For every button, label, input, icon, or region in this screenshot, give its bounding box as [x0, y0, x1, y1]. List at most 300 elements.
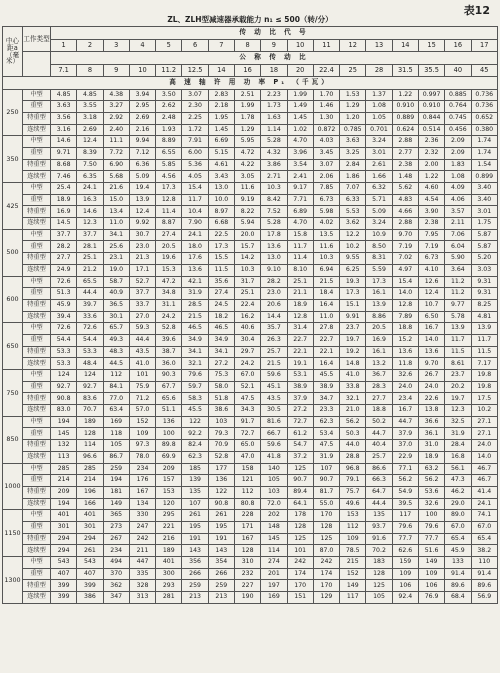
- power-value-cell: 44.7: [366, 428, 392, 440]
- power-value-cell: 107: [313, 463, 339, 475]
- power-value-cell: 14.5: [51, 218, 77, 230]
- power-value-cell: 24.9: [51, 264, 77, 276]
- power-value-cell: 7.95: [418, 229, 444, 241]
- power-value-cell: 3.43: [208, 171, 234, 183]
- power-value-cell: 356: [182, 557, 208, 569]
- work-type-header-lower: [23, 52, 51, 77]
- power-value-cell: 78.5: [340, 545, 366, 557]
- power-value-cell: 30.5: [261, 405, 287, 417]
- power-value-cell: 543: [77, 557, 103, 569]
- power-value-cell: 22.7: [287, 334, 313, 346]
- power-value-cell: 4.85: [51, 89, 77, 101]
- power-value-cell: 62.3: [313, 416, 339, 428]
- power-value-cell: 328: [129, 580, 155, 592]
- power-value-cell: 21.5: [313, 276, 339, 288]
- table-row: [3, 557, 498, 569]
- power-value-cell: 7.50: [77, 159, 103, 171]
- power-value-cell: 44.4: [77, 288, 103, 300]
- power-value-cell: 12.8: [392, 299, 418, 311]
- power-value-cell: 152: [129, 416, 155, 428]
- power-value-cell: 7.91: [182, 136, 208, 148]
- power-value-cell: 53.6: [418, 486, 444, 498]
- power-value-cell: 6.69: [208, 136, 234, 148]
- table-row: [3, 358, 498, 370]
- power-value-cell: 259: [208, 580, 234, 592]
- power-value-cell: 10.4: [182, 206, 208, 218]
- table-row: [3, 416, 498, 428]
- power-value-cell: 48.3: [103, 346, 129, 358]
- power-value-cell: 14.0: [471, 451, 498, 463]
- power-value-cell: 8.86: [366, 311, 392, 323]
- power-value-cell: 122: [208, 486, 234, 498]
- center-distance-cell: 1300: [3, 557, 23, 604]
- power-value-cell: 1.22: [392, 89, 418, 101]
- power-value-cell: 59.6: [261, 440, 287, 452]
- power-value-cell: 1.29: [234, 124, 260, 136]
- table-row: [3, 370, 498, 382]
- power-value-cell: 2.40: [103, 124, 129, 136]
- power-value-cell: 118: [103, 428, 129, 440]
- power-value-cell: 112: [234, 486, 260, 498]
- power-value-cell: 62.6: [392, 545, 418, 557]
- power-value-cell: 1.66: [366, 171, 392, 183]
- power-value-cell: 32.1: [182, 358, 208, 370]
- power-value-cell: 44.0: [340, 440, 366, 452]
- power-value-cell: 70.9: [208, 440, 234, 452]
- power-value-cell: 10.3: [313, 253, 339, 265]
- work-type-cell: 连续型: [23, 592, 51, 604]
- power-value-cell: 3.63: [340, 136, 366, 148]
- power-value-cell: 19.0: [103, 264, 129, 276]
- power-value-cell: 143: [208, 545, 234, 557]
- power-value-cell: 86.7: [103, 451, 129, 463]
- power-value-cell: 0.910: [392, 101, 418, 113]
- power-value-cell: 65.5: [77, 276, 103, 288]
- power-value-cell: 23.3: [313, 405, 339, 417]
- power-value-cell: 24.1: [182, 229, 208, 241]
- power-value-cell: 3.40: [471, 194, 498, 206]
- power-value-cell: 543: [51, 557, 77, 569]
- power-value-cell: 19.8: [471, 370, 498, 382]
- power-value-cell: 1.48: [392, 171, 418, 183]
- power-value-cell: 44.5: [103, 358, 129, 370]
- power-value-cell: 15.0: [103, 194, 129, 206]
- power-value-cell: 23.7: [445, 370, 471, 382]
- power-value-cell: 5.85: [156, 159, 182, 171]
- power-value-cell: 92.7: [77, 381, 103, 393]
- power-value-cell: 13.2: [366, 358, 392, 370]
- power-value-cell: 27.1: [471, 428, 498, 440]
- power-value-cell: 72.6: [51, 276, 77, 288]
- power-value-cell: 3.50: [156, 89, 182, 101]
- table-row: [3, 592, 498, 604]
- power-header: 高 速 轴 许 用 功 率 P₁ （千瓦）: [3, 77, 498, 90]
- power-value-cell: 105: [103, 440, 129, 452]
- power-value-cell: 2.71: [261, 171, 287, 183]
- power-value-cell: 151: [287, 592, 313, 604]
- table-row: [3, 159, 498, 171]
- power-value-cell: 191: [182, 533, 208, 545]
- power-value-cell: 31.9: [313, 451, 339, 463]
- power-value-cell: 21.2: [77, 264, 103, 276]
- ratio-code-cell: 11: [313, 39, 339, 52]
- power-value-cell: 58.3: [182, 393, 208, 405]
- power-value-cell: 14.2: [234, 253, 260, 265]
- power-value-cell: 227: [234, 580, 260, 592]
- power-value-cell: 234: [103, 545, 129, 557]
- center-distance-cell: 850: [3, 416, 23, 463]
- nominal-ratio-cell: 11.2: [156, 64, 182, 77]
- power-value-cell: 139: [182, 475, 208, 487]
- power-value-cell: 19.6: [156, 253, 182, 265]
- power-value-cell: 8.31: [366, 253, 392, 265]
- power-value-cell: 13.9: [445, 323, 471, 335]
- power-value-cell: 42.1: [182, 276, 208, 288]
- power-value-cell: 3.54: [287, 159, 313, 171]
- power-value-cell: 1.05: [366, 112, 392, 124]
- power-value-cell: 5.36: [182, 159, 208, 171]
- power-value-cell: 16.8: [445, 451, 471, 463]
- nominal-ratio-cell: 8: [77, 64, 103, 77]
- power-value-cell: 100: [156, 428, 182, 440]
- work-type-cell: 重型: [23, 334, 51, 346]
- power-value-cell: 31.1: [156, 299, 182, 311]
- power-value-cell: 1.75: [471, 218, 498, 230]
- power-value-cell: 6.55: [156, 147, 182, 159]
- power-value-cell: 22.6: [418, 393, 444, 405]
- power-value-cell: 4.97: [392, 264, 418, 276]
- work-type-cell: 中型: [23, 510, 51, 522]
- work-type-cell: 特重型: [23, 440, 51, 452]
- power-value-cell: 5.15: [208, 147, 234, 159]
- power-value-cell: 183: [366, 557, 392, 569]
- power-value-cell: 56.2: [392, 475, 418, 487]
- power-value-cell: 12.8: [156, 194, 182, 206]
- power-value-cell: 23.0: [129, 241, 155, 253]
- power-value-cell: 1.02: [287, 124, 313, 136]
- power-value-cell: 38.7: [156, 346, 182, 358]
- power-value-cell: 39.7: [77, 299, 103, 311]
- power-value-cell: 149: [418, 557, 444, 569]
- power-value-cell: 2.09: [445, 136, 471, 148]
- power-value-cell: 7.17: [471, 358, 498, 370]
- power-value-cell: 399: [77, 580, 103, 592]
- power-value-cell: 48.4: [77, 358, 103, 370]
- power-value-cell: 67.0: [445, 521, 471, 533]
- work-type-cell: 连续型: [23, 311, 51, 323]
- power-value-cell: 6.90: [103, 159, 129, 171]
- power-value-cell: 201: [261, 568, 287, 580]
- power-value-cell: 29.7: [234, 346, 260, 358]
- ratio-code-cell: 16: [445, 39, 471, 52]
- power-value-cell: 8.25: [471, 299, 498, 311]
- power-value-cell: 36.6: [418, 416, 444, 428]
- power-value-cell: 6.35: [77, 171, 103, 183]
- power-value-cell: 44.7: [392, 416, 418, 428]
- power-value-cell: 20.5: [366, 323, 392, 335]
- power-value-cell: 31.0: [418, 440, 444, 452]
- power-value-cell: 214: [51, 475, 77, 487]
- ratio-code-cell: 13: [366, 39, 392, 52]
- power-value-cell: 7.90: [182, 218, 208, 230]
- power-value-cell: 285: [77, 463, 103, 475]
- ratio-code-cell: 17: [471, 39, 498, 52]
- power-value-cell: 1.99: [287, 89, 313, 101]
- power-value-cell: 17.5: [471, 393, 498, 405]
- power-value-cell: 66.3: [366, 475, 392, 487]
- work-type-cell: 连续型: [23, 405, 51, 417]
- power-value-cell: 1.54: [471, 159, 498, 171]
- power-value-cell: 18.2: [208, 311, 234, 323]
- power-value-cell: 72.6: [77, 323, 103, 335]
- power-value-cell: 11.8: [392, 358, 418, 370]
- table-row: [3, 475, 498, 487]
- power-value-cell: 11.5: [208, 264, 234, 276]
- power-value-cell: 13.9: [129, 194, 155, 206]
- power-value-cell: 19.7: [340, 334, 366, 346]
- power-value-cell: 214: [77, 475, 103, 487]
- power-value-cell: 174: [313, 568, 339, 580]
- work-type-cell: 中型: [23, 323, 51, 335]
- power-value-cell: 65.7: [103, 323, 129, 335]
- power-value-cell: 2.84: [340, 159, 366, 171]
- power-value-cell: 9.55: [340, 253, 366, 265]
- power-value-cell: 2.00: [418, 159, 444, 171]
- table-title: ZL、ZLH型减速器承载能力 n₁ ≤ 500（转/分）: [3, 14, 498, 27]
- power-value-cell: 8.10: [287, 264, 313, 276]
- power-value-cell: 177: [208, 463, 234, 475]
- power-value-cell: 16.7: [418, 323, 444, 335]
- power-value-cell: 6.00: [182, 147, 208, 159]
- power-value-cell: 3.24: [366, 218, 392, 230]
- power-value-cell: 294: [51, 533, 77, 545]
- power-value-cell: 17.3: [208, 241, 234, 253]
- power-value-cell: 27.7: [366, 393, 392, 405]
- power-value-cell: 24.2: [156, 311, 182, 323]
- power-value-cell: 34.9: [182, 334, 208, 346]
- power-value-cell: 10.2: [471, 405, 498, 417]
- power-value-cell: 181: [103, 486, 129, 498]
- nominal-ratio-cell: 31.5: [392, 64, 418, 77]
- power-value-cell: 15.4: [182, 183, 208, 195]
- power-value-cell: 1.46: [313, 101, 339, 113]
- power-value-cell: 5.28: [261, 218, 287, 230]
- power-value-cell: 8.87: [156, 218, 182, 230]
- power-value-cell: 39.5: [392, 498, 418, 510]
- power-value-cell: 136: [208, 475, 234, 487]
- power-value-cell: 105: [261, 475, 287, 487]
- power-value-cell: 1.49: [287, 101, 313, 113]
- power-value-cell: 46.5: [182, 323, 208, 335]
- power-value-cell: 194: [51, 498, 77, 510]
- table-body: [3, 89, 498, 603]
- power-value-cell: 32.6: [418, 498, 444, 510]
- power-value-cell: 2.16: [129, 124, 155, 136]
- power-value-cell: 17.1: [129, 264, 155, 276]
- power-value-cell: 18.0: [182, 241, 208, 253]
- power-value-cell: 8.97: [208, 206, 234, 218]
- power-value-cell: 0.885: [445, 89, 471, 101]
- table-row: [3, 323, 498, 335]
- power-value-cell: 5.68: [103, 171, 129, 183]
- power-value-cell: 22.1: [287, 346, 313, 358]
- power-value-cell: 27.8: [313, 323, 339, 335]
- power-value-cell: 72.6: [51, 323, 77, 335]
- power-value-cell: 16.1: [366, 288, 392, 300]
- power-value-cell: 2.83: [208, 89, 234, 101]
- power-value-cell: 52.1: [234, 381, 260, 393]
- power-value-cell: 0.456: [445, 124, 471, 136]
- power-value-cell: 67.7: [156, 381, 182, 393]
- nominal-ratio-cell: 45: [471, 64, 498, 77]
- work-type-cell: 中型: [23, 557, 51, 569]
- power-value-cell: 4.09: [445, 183, 471, 195]
- power-value-cell: 5.87: [471, 229, 498, 241]
- power-value-cell: 86.6: [366, 463, 392, 475]
- power-value-cell: 9.31: [471, 276, 498, 288]
- power-value-cell: 46.2: [445, 486, 471, 498]
- power-value-cell: 11.5: [471, 346, 498, 358]
- power-value-cell: 25.6: [103, 241, 129, 253]
- power-value-cell: 125: [366, 580, 392, 592]
- power-value-cell: 3.03: [471, 264, 498, 276]
- power-value-cell: 1.14: [261, 124, 287, 136]
- power-value-cell: 27.1: [471, 416, 498, 428]
- power-value-cell: 64.1: [287, 498, 313, 510]
- power-value-cell: 0.380: [471, 124, 498, 136]
- work-type-cell: 中型: [23, 229, 51, 241]
- power-value-cell: 195: [208, 521, 234, 533]
- power-value-cell: 133: [445, 557, 471, 569]
- power-value-cell: 75.7: [340, 486, 366, 498]
- power-value-cell: 167: [234, 533, 260, 545]
- power-value-cell: 0.785: [340, 124, 366, 136]
- power-value-cell: 53.4: [313, 428, 339, 440]
- ratio-code-header: 传 动 比 代 号: [51, 27, 498, 40]
- power-value-cell: 28.2: [51, 241, 77, 253]
- power-value-cell: 1.29: [340, 101, 366, 113]
- power-value-cell: 75.3: [208, 370, 234, 382]
- power-value-cell: 64.7: [366, 486, 392, 498]
- power-value-cell: 28.2: [261, 276, 287, 288]
- power-value-cell: 209: [51, 486, 77, 498]
- power-value-cell: 34.8: [156, 288, 182, 300]
- power-value-cell: 2.51: [234, 89, 260, 101]
- power-value-cell: 16.7: [392, 405, 418, 417]
- power-value-cell: 228: [234, 510, 260, 522]
- power-value-cell: 12.8: [287, 311, 313, 323]
- power-value-cell: 9.92: [129, 218, 155, 230]
- power-value-cell: 0.652: [471, 112, 498, 124]
- power-value-cell: 33.7: [129, 299, 155, 311]
- power-value-cell: 3.01: [366, 147, 392, 159]
- power-value-cell: 11.0: [313, 311, 339, 323]
- nominal-ratio-cell: 35.5: [418, 64, 444, 77]
- power-value-cell: 3.63: [51, 101, 77, 113]
- work-type-cell: 特重型: [23, 533, 51, 545]
- power-value-cell: 125: [287, 463, 313, 475]
- power-value-cell: 6.33: [340, 194, 366, 206]
- power-value-cell: 2.48: [156, 112, 182, 124]
- power-value-cell: 6.89: [287, 206, 313, 218]
- power-value-cell: 72.7: [234, 428, 260, 440]
- ratio-code-cell: 12: [340, 39, 366, 52]
- table-row: [3, 346, 498, 358]
- power-value-cell: 45.5: [182, 405, 208, 417]
- center-distance-cell: 650: [3, 323, 23, 370]
- power-value-cell: 52.8: [156, 323, 182, 335]
- power-value-cell: 7.72: [103, 147, 129, 159]
- power-value-cell: 362: [103, 580, 129, 592]
- table-row: [3, 510, 498, 522]
- ratio-code-cell: 2: [77, 39, 103, 52]
- power-value-cell: 1.63: [261, 112, 287, 124]
- power-value-cell: 36.7: [366, 370, 392, 382]
- power-value-cell: 68.4: [445, 592, 471, 604]
- power-value-cell: 128: [234, 545, 260, 557]
- power-value-cell: 261: [208, 510, 234, 522]
- power-value-cell: 1.70: [313, 89, 339, 101]
- power-value-cell: 27.0: [129, 311, 155, 323]
- power-value-cell: 114: [77, 440, 103, 452]
- power-value-cell: 3.56: [51, 112, 77, 124]
- power-value-cell: 16.9: [51, 206, 77, 218]
- power-value-cell: 47.5: [313, 440, 339, 452]
- power-value-cell: 61.2: [287, 428, 313, 440]
- power-value-cell: 159: [392, 557, 418, 569]
- power-value-cell: 261: [182, 510, 208, 522]
- power-value-cell: 5.94: [234, 218, 260, 230]
- power-value-cell: 259: [182, 580, 208, 592]
- power-value-cell: 273: [103, 521, 129, 533]
- table-row: [3, 101, 498, 113]
- power-value-cell: 59.3: [129, 323, 155, 335]
- power-value-cell: 5.95: [234, 136, 260, 148]
- power-value-cell: 96.8: [340, 463, 366, 475]
- power-value-cell: 39.4: [51, 311, 77, 323]
- power-value-cell: 6.04: [445, 241, 471, 253]
- power-value-cell: 189: [77, 416, 103, 428]
- power-value-cell: 170: [313, 510, 339, 522]
- nominal-ratio-cell: 9: [103, 64, 129, 77]
- power-value-cell: 15.2: [392, 334, 418, 346]
- table-row: [3, 311, 498, 323]
- power-value-cell: 54.9: [392, 486, 418, 498]
- power-value-cell: 145: [51, 428, 77, 440]
- table-row: [3, 276, 498, 288]
- power-value-cell: 91.6: [366, 533, 392, 545]
- power-value-cell: 6.25: [340, 264, 366, 276]
- power-value-cell: 56.1: [445, 463, 471, 475]
- power-value-cell: 14.0: [392, 288, 418, 300]
- power-value-cell: 33.6: [77, 311, 103, 323]
- power-value-cell: 38.6: [208, 405, 234, 417]
- power-value-cell: 41.0: [340, 370, 366, 382]
- power-value-cell: 109: [392, 568, 418, 580]
- power-value-cell: 3.18: [77, 112, 103, 124]
- power-value-cell: 65.4: [445, 533, 471, 545]
- work-type-cell: 重型: [23, 381, 51, 393]
- power-value-cell: 9.91: [340, 311, 366, 323]
- power-value-cell: 34.1: [182, 346, 208, 358]
- power-value-cell: 92.2: [182, 428, 208, 440]
- power-value-cell: 7.85: [313, 183, 339, 195]
- power-value-cell: 266: [182, 568, 208, 580]
- power-value-cell: 28.4: [445, 440, 471, 452]
- power-value-cell: 89.6: [445, 580, 471, 592]
- power-value-cell: 1.74: [471, 136, 498, 148]
- power-value-cell: 1.22: [418, 171, 444, 183]
